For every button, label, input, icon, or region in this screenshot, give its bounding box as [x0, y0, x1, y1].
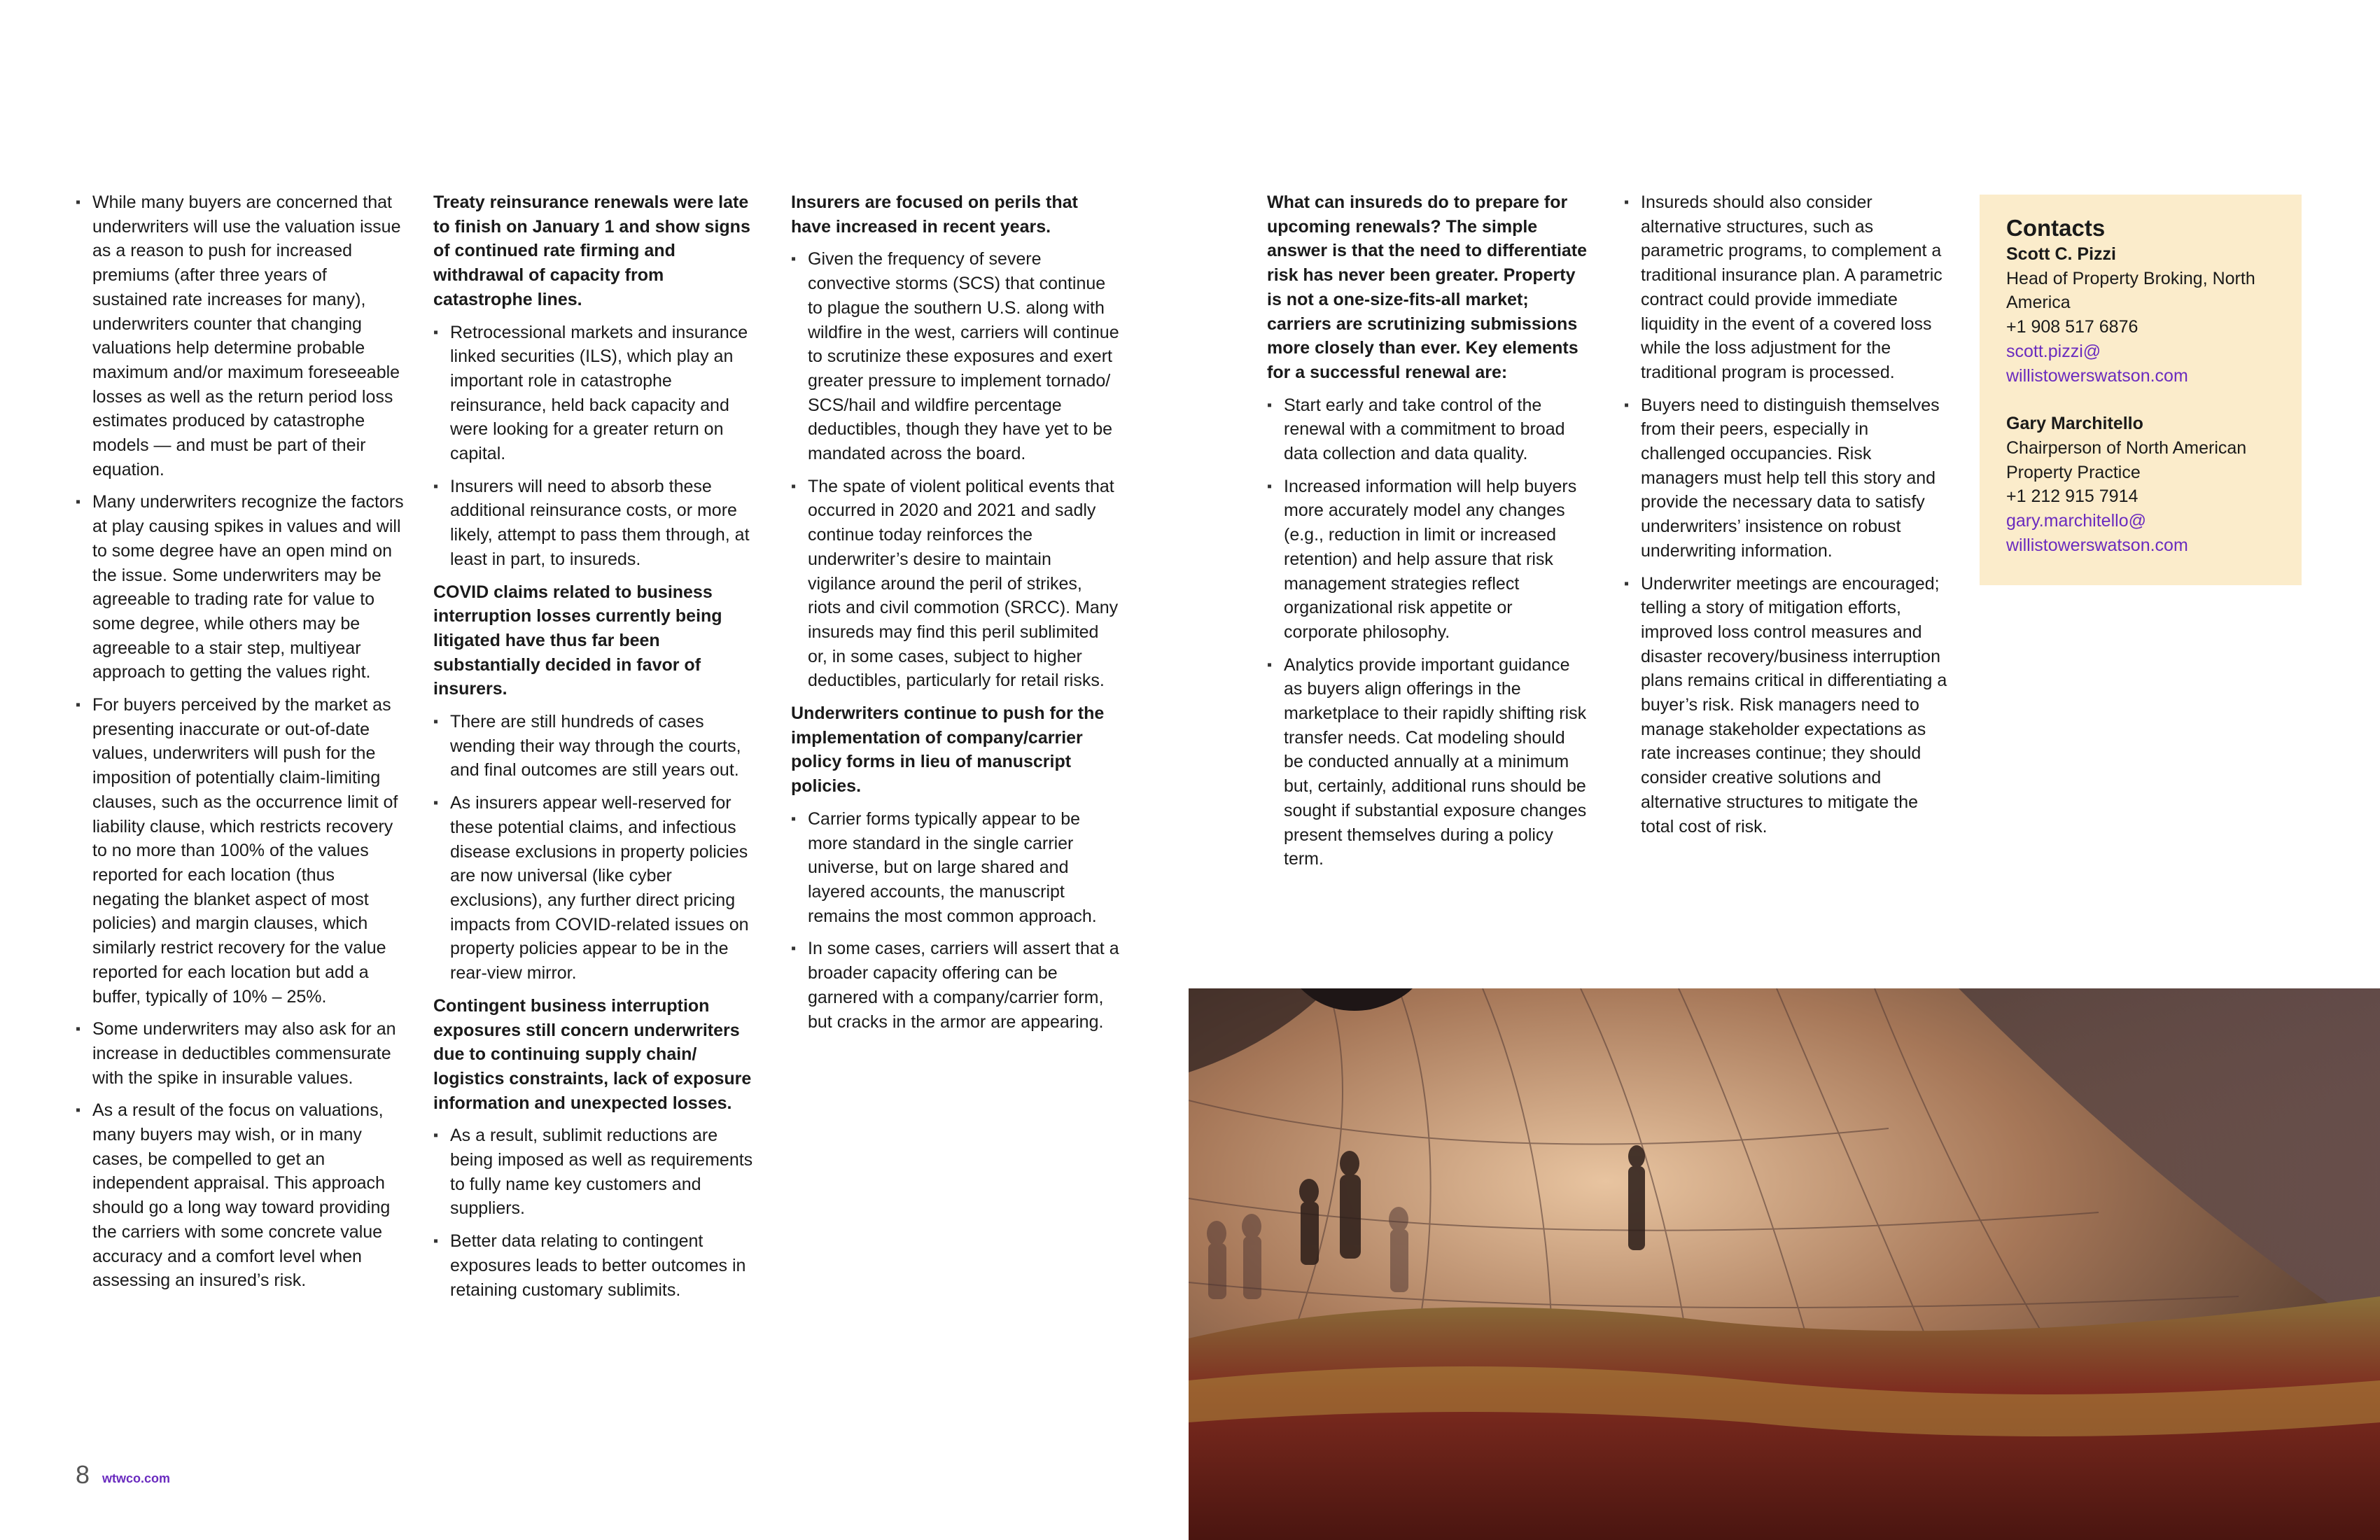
list-item: ▪ In some cases, carriers will assert that a broader capacity offering can be garnered with a company/carrier form, but cracks in the armor are appearing. — [791, 937, 1120, 1034]
contact-email-link[interactable]: gary.marchitello@ — [2006, 511, 2146, 531]
contact-name: Scott C. Pizzi — [2006, 244, 2116, 264]
list-item: ▪ Given the frequency of severe convective storms (SCS) that continue to plague the southern U.S. along with wildfire in the west, carriers will continue to scrutinize these exposures and exert greater pressure to implement tornado/ SCS/hail and wildfire percentage deductibles, though they have yet to be mandated across the board. — [791, 247, 1120, 465]
list-item: ▪ Start early and take control of the renewal with a commitment to broad data collection and data quality. — [1267, 393, 1589, 466]
page-number: 8 — [76, 1460, 90, 1489]
list-item: ▪ While many buyers are concerned that underwriters will use the valuation issue as a reason to push for increased premiums (after three years of sustained rate increases for many), underwriters counter that changing valuations help determine probable maximum and/or maximum foreseeable losses as well as the return period loss estimates produced by catastrophe models — and must be part of their equation. — [76, 190, 405, 482]
list-item: ▪ Many underwriters recognize the factors at play causing spikes in values and will to some degree have an open mind on the issue. Some underwriters may be agreeable to trading rate for value to some degree, while others may be agreeable to a stair step, multiyear approach to getting the values right. — [76, 490, 405, 685]
list-item: ▪ For buyers perceived by the market as presenting inaccurate or out-of-date values, underwriters will push for the imposition of potentially claim-limiting clauses, such as the occurrence limit of liability clause, which restricts recovery to no more than 100% of the values reported for each location (thus negating the blanket aspect of most policies) and margin clauses, which similarly restrict recovery for the value reported for each location but add a buffer, typically of 10% – 25%. — [76, 693, 405, 1009]
list-item: ▪ Underwriter meetings are encouraged; telling a story of mitigation efforts, improved loss control measures and disaster recovery/business interruption plans remains critical in differentiating a buyer’s risk. Risk managers need to manage stakeholder expectations as rate increases continue; they should consider creative solutions and alternative structures to mitigate the total cost of risk. — [1624, 572, 1953, 839]
section-heading: Underwriters continue to push for the implementation of company/carrier policy forms in lieu of manuscript policies. — [791, 704, 1105, 797]
contact-email-domain-link[interactable]: willistowerswatson.com — [2006, 365, 2188, 386]
column-4 — [1267, 190, 1589, 880]
contact-role: Chairperson of North American Property Practice — [2006, 438, 2247, 482]
contact-name: Gary Marchitello — [2006, 414, 2143, 434]
list-item: ▪ Insureds should also consider alternative structures, such as parametric programs, to complement a traditional insurance plan. A parametric contract could provide immediate liquidity in the event of a covered loss while the loss adjustment for the traditional program is processed. — [1624, 190, 1953, 385]
section-heading: What can insureds do to prepare for upcoming renewals? The simple answer is that the need to differentiate risk has never been greater. Property is not a one-size-fits-all market; carriers are scrutinizing submissions more closely than ever. Key elements for a successful renewal are: — [1267, 192, 1588, 382]
list-item: ▪ As a result of the focus on valuations, many buyers may wish, or in many cases, be compelled to get an independent appraisal. This approach should go a long way toward providing the carriers with some concrete value accuracy and a comfort level when assessing an insured’s risk. — [76, 1098, 405, 1293]
contact-role: Head of Property Broking, North America — [2006, 268, 2255, 313]
bullet-list — [433, 1124, 762, 1302]
contact-email-link[interactable]: scott.pizzi@ — [2006, 341, 2101, 361]
contacts-box — [1980, 195, 2302, 585]
column-2 — [433, 190, 762, 1310]
section-heading: Insurers are focused on perils that have increased in recent years. — [791, 192, 1078, 237]
list-item: ▪ As insurers appear well-reserved for these potential claims, and infectious disease exclusions in property policies are now universal (like cyber exclusions), any further direct pricing impacts from COVID-related issues on property policies appear to be in the rear-view mirror. — [433, 791, 762, 986]
list-item: ▪ As a result, sublimit reductions are being imposed as well as requirements to fully name key customers and suppliers. — [433, 1124, 762, 1221]
column-1 — [76, 190, 405, 1301]
list-item: ▪ The spate of violent political events that occurred in 2020 and 2021 and sadly continue today reinforces the underwriter’s desire to maintain vigilance around the peril of strikes, riots and civil commotion (SRCC). Many insureds may find this peril sublimited or, in some cases, subject to higher deductibles, particularly for retail risks. — [791, 475, 1120, 693]
contact-email-domain-link[interactable]: willistowerswatson.com — [2006, 535, 2188, 555]
list-item: ▪ Analytics provide important guidance as buyers align offerings in the marketplace to their rapidly shifting risk transfer needs. Cat modeling should be conducted annually at a minimum but, certainly, additional runs should be sought if substantial exposure changes present themselves during a policy term. — [1267, 653, 1589, 872]
contacts-title: Contacts — [2006, 215, 2106, 241]
bullet-list — [76, 190, 405, 1293]
section-heading: Treaty reinsurance renewals were late to finish on January 1 and show signs of continued rate firming and withdrawal of capacity from catastrophe lines. — [433, 192, 750, 309]
list-item: ▪ Carrier forms typically appear to be more standard in the single carrier universe, but on large shared and layered accounts, the manuscript remains the most common approach. — [791, 807, 1120, 929]
list-item: ▪ There are still hundreds of cases wending their way through the courts, and final outcomes are still years out. — [433, 710, 762, 783]
bullet-list — [791, 807, 1120, 1034]
site-link[interactable]: wtwco.com — [102, 1471, 171, 1485]
spacer — [2006, 388, 2293, 412]
list-item: ▪ Insurers will need to absorb these additional reinsurance costs, or more likely, attempt to pass them through, at least in part, to insureds. — [433, 475, 762, 572]
contact-phone: +1 212 915 7914 — [2006, 486, 2138, 507]
list-item: ▪ Better data relating to contingent exposures leads to better outcomes in retaining customary sublimits. — [433, 1229, 762, 1302]
bullet-list — [791, 247, 1120, 693]
contacts-content — [2006, 214, 2293, 557]
contact-phone: +1 908 517 6876 — [2006, 317, 2138, 337]
column-5 — [1624, 190, 1953, 847]
bullet-list — [433, 710, 762, 986]
column-3 — [791, 190, 1120, 1042]
list-item: ▪ Retrocessional markets and insurance linked securities (ILS), which play an important role in catastrophe reinsurance, held back capacity and were looking for a greater return on capital. — [433, 321, 762, 466]
bullet-list — [1624, 190, 1953, 839]
bullet-list — [1267, 393, 1589, 872]
section-heading: COVID claims related to business interruption losses currently being litigated have thus far been substantially decided in favor of insurers. — [433, 582, 722, 699]
section-heading: Contingent business interruption exposures still concern underwriters due to continuing supply chain/ logistics constraints, lack of exposure information and unexpected losses. — [433, 995, 752, 1113]
list-item: ▪ Buyers need to distinguish themselves from their peers, especially in challenged occupancies. Risk managers must help tell this story and provide the necessary data to satisfy underwriters’ insistence on robust underwriting information. — [1624, 393, 1953, 564]
balloon-interior-photo — [1189, 988, 2380, 1540]
list-item: ▪ Some underwriters may also ask for an increase in deductibles commensurate with the spike in insurable values. — [76, 1017, 405, 1090]
bullet-list — [433, 321, 762, 572]
list-item: ▪ Increased information will help buyers more accurately model any changes (e.g., reduction in limit or increased retention) and help assure that risk management strategies reflect organizational risk appetite or corporate philosophy. — [1267, 475, 1589, 645]
